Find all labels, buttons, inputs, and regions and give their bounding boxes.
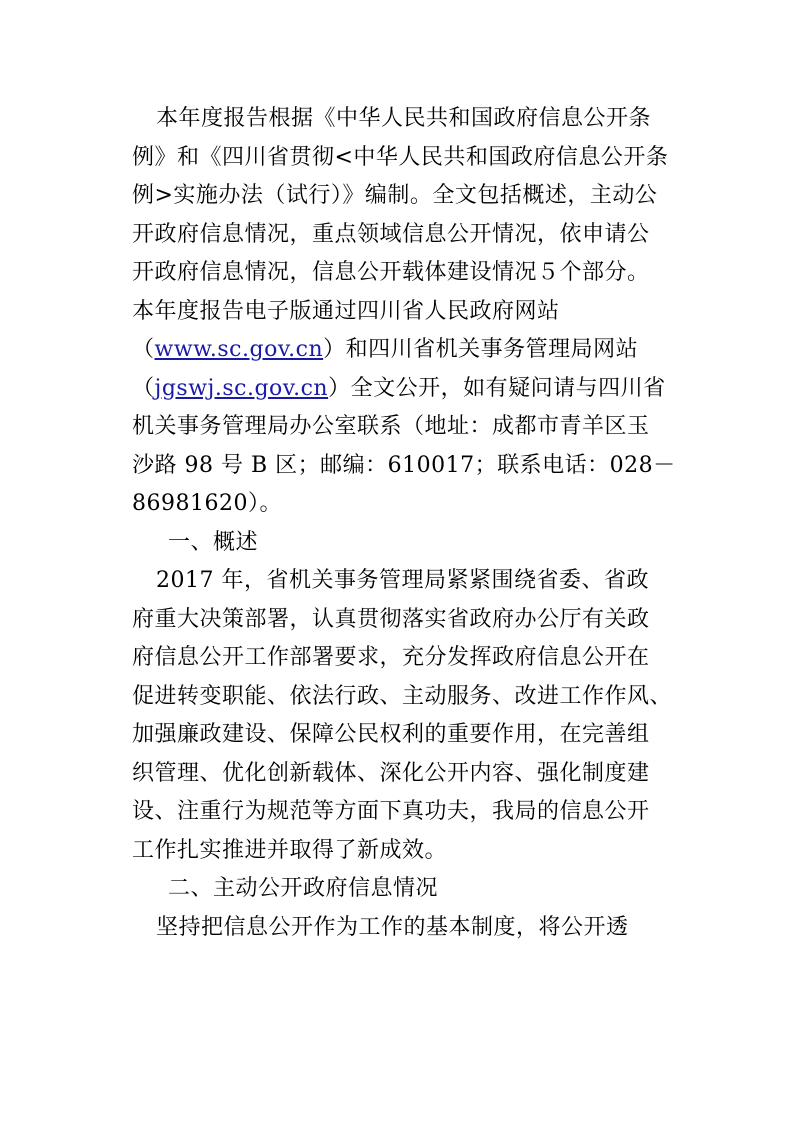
overview-line: 设、注重行为规范等方面下真功夫，我局的信息公开 xyxy=(132,799,650,824)
sc-gov-link[interactable]: www.sc.gov.cn xyxy=(154,337,324,362)
website-line-tail: ）和四川省机关事务管理局网站 xyxy=(323,337,639,362)
website-line-jgswj xyxy=(132,370,672,409)
contact-line: 机关事务管理局办公室联系（地址：成都市青羊区玉 xyxy=(132,414,650,439)
website-line-sc xyxy=(132,331,672,370)
overview-line: 织管理、优化创新载体、深化公开内容、强化制度建 xyxy=(132,760,650,786)
overview-line: 2017 年，省机关事务管理局紧紧围绕省委、省政 xyxy=(156,568,649,593)
intro-line: 开政府信息情况，重点领域信息公开情况，依申请公 xyxy=(132,221,650,247)
intro-line: 本年度报告电子版通过四川省人民政府网站 xyxy=(132,298,560,324)
paren-open: （ xyxy=(132,375,155,401)
active-disclosure-line: 坚持把信息公开作为工作的基本制度，将公开透 xyxy=(156,914,629,940)
contact-line: 沙路 98 号 B 区；邮编：610017；联系电话：028－ xyxy=(132,452,676,478)
document-page xyxy=(132,100,676,947)
section-heading-overview: 一、概述 xyxy=(168,529,259,555)
overview-line: 促进转变职能、依法行政、主动服务、改进工作作风、 xyxy=(132,683,673,709)
overview-line: 府信息公开工作部署要求，充分发挥政府信息公开在 xyxy=(132,645,650,670)
contact-line: 86981620）。 xyxy=(132,491,282,516)
overview-line: 工作扎实推进并取得了新成效。 xyxy=(132,837,448,863)
overview-line: 府重大决策部署，认真贯彻落实省政府办公厅有关政 xyxy=(132,606,650,632)
intro-line: 例>实施办法（试行）》编制。全文包括概述，主动公 xyxy=(132,183,658,208)
intro-line: 例》和《四川省贯彻<中华人民共和国政府信息公开条 xyxy=(132,144,669,170)
intro-line: 本年度报告根据《中华人民共和国政府信息公开条 xyxy=(156,106,652,131)
jgswj-link[interactable]: jgswj.sc.gov.cn xyxy=(154,375,329,401)
intro-line: 开政府信息情况，信息公开载体建设情况５个部分。 xyxy=(132,260,650,285)
paren-open: （ xyxy=(132,337,155,362)
website-line-tail: ）全文公开，如有疑问请与四川省 xyxy=(328,375,666,401)
section-heading-active-disclosure: 二、主动公开政府信息情况 xyxy=(168,876,439,901)
overview-line: 加强廉政建设、保障公民权利的重要作用，在完善组 xyxy=(132,722,650,747)
